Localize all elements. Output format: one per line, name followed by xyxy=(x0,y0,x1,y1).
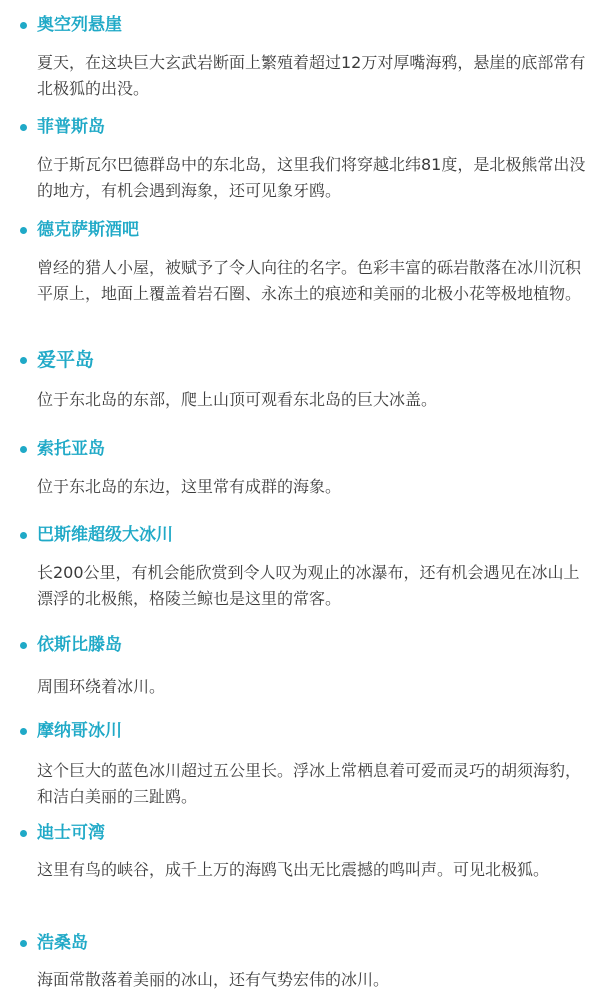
entry-header xyxy=(20,114,105,140)
entry-description: 夏天，在这块巨大玄武岩断面上繁殖着超过12万对厚嘴海鸦，悬崖的底部常有北极狐的出没。 xyxy=(37,53,586,98)
entry-header xyxy=(20,632,122,658)
bullet-icon xyxy=(20,642,27,649)
bullet-icon xyxy=(20,124,27,131)
bullet-icon xyxy=(20,728,27,735)
entry-title: 菲普斯岛 xyxy=(37,117,105,137)
entry-description: 曾经的猎人小屋，被赋予了令人向往的名字。色彩丰富的砾岩散落在冰川沉积平原上，地面上覆盖着岩石圈、永冻土的痕迹和美丽的北极小花等极地植物。 xyxy=(37,258,582,303)
entry-description: 位于东北岛的东边，这里常有成群的海象。 xyxy=(37,477,342,496)
entry-header xyxy=(20,718,122,744)
entry-title: 爱平岛 xyxy=(37,349,95,371)
entry-header xyxy=(20,820,105,846)
entry-description: 这里有鸟的峡谷，成千上万的海鸥飞出无比震撼的鸣叫声。可见北极狐。 xyxy=(37,860,550,879)
bullet-icon xyxy=(20,830,27,837)
entry-title: 迪士可湾 xyxy=(37,823,105,843)
entry-description: 周围环绕着冰川。 xyxy=(37,677,166,696)
entry-header xyxy=(20,217,139,243)
entry-title: 奥空列悬崖 xyxy=(37,15,122,35)
entry-title: 依斯比滕岛 xyxy=(37,635,122,655)
entry-title: 巴斯维超级大冰川 xyxy=(37,525,173,545)
entry-header xyxy=(20,522,173,548)
bullet-icon xyxy=(20,940,27,947)
entry-description: 海面常散落着美丽的冰山，还有气势宏伟的冰川。 xyxy=(37,970,390,989)
entry-title: 索托亚岛 xyxy=(37,439,105,459)
entry-title: 德克萨斯酒吧 xyxy=(37,220,139,240)
entry-description: 位于东北岛的东部，爬上山顶可观看东北岛的巨大冰盖。 xyxy=(37,390,438,409)
entry-description: 这个巨大的蓝色冰川超过五公里长。浮冰上常栖息着可爱而灵巧的胡须海豹，和洁白美丽的三趾鸥。 xyxy=(37,761,582,806)
entry-description: 位于斯瓦尔巴德群岛中的东北岛，这里我们将穿越北纬81度，是北极熊常出没的地方，有机会遇到海象，还可见象牙鸥。 xyxy=(37,155,586,200)
bullet-icon xyxy=(20,22,27,29)
entry-header xyxy=(20,12,122,38)
entry-description: 长200公里，有机会能欣赏到令人叹为观止的冰瀑布，还有机会遇见在冰山上漂浮的北极熊，格陵兰鲸也是这里的常客。 xyxy=(37,563,580,608)
bullet-icon xyxy=(20,357,27,364)
entry-title: 摩纳哥冰川 xyxy=(37,721,122,741)
entry-title: 浩桑岛 xyxy=(37,933,88,953)
bullet-icon xyxy=(20,446,27,453)
entry-header xyxy=(20,347,94,373)
entry-header xyxy=(20,436,105,462)
bullet-icon xyxy=(20,227,27,234)
bullet-icon xyxy=(20,532,27,539)
entry-header xyxy=(20,930,88,956)
